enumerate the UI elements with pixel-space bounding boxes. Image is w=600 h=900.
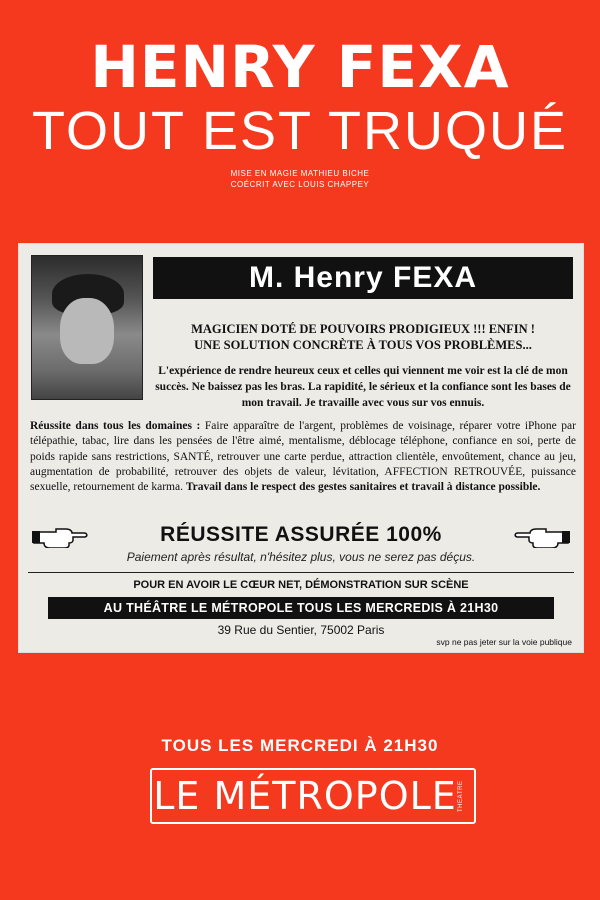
payment-note: Paiement après résultat, n'hésitez plus, vous ne serez pas déçus. xyxy=(126,550,476,564)
litter-notice: svp ne pas jeter sur la voie publique xyxy=(436,637,572,647)
schedule: TOUS LES MERCREDI À 21H30 xyxy=(161,736,439,755)
flyer xyxy=(18,243,584,653)
services-tail: Travail dans le respect des gestes sanitaires et travail à distance possible. xyxy=(185,481,541,494)
services-paragraph xyxy=(30,419,576,495)
show-artist-title: HENRY FEXA xyxy=(90,33,510,101)
venue-logo-name: LE MÉTROPOLE xyxy=(153,774,457,818)
venue-logo-tag: THÉÂTRE xyxy=(458,780,464,812)
divider xyxy=(28,572,574,573)
theatre-banner: AU THÉÂTRE LE MÉTROPOLE TOUS LES MERCREDIS À 21H30 xyxy=(48,597,554,619)
address: 39 Rue du Sentier, 75002 Paris xyxy=(217,623,385,637)
credits xyxy=(0,168,600,190)
show-subtitle: TOUT EST TRUQUÉ xyxy=(31,101,569,161)
services-list: Faire apparaître de l'argent, problèmes de voisinage, réparer votre iPhone par télépathie, tabac, lire dans les pensées de l'être aimé, mentalisme, déblocage téléphone, confiance en soi, perte de poids rapide sans restrictions, SANTÉ, retrouver une carte perdue, attraction clientèle, envoûtement, chance au jeu, augmentation de probabilité, retrouver des objets de valeur, lévitation, AFFECTION RETROUVÉE, puissance sexuelle, retournement de karma. xyxy=(30,420,576,494)
credit-direction: MISE EN MAGIE MATHIEU BICHE xyxy=(230,169,370,178)
headline-line-2: UNE SOLUTION CONCRÈTE À TOUS VOS PROBLÈMES... xyxy=(194,338,532,352)
portrait-photo xyxy=(31,255,143,400)
demo-line: POUR EN AVOIR LE CŒUR NET, DÉMONSTRATION SUR SCÈNE xyxy=(133,579,469,591)
portrait-face xyxy=(60,298,114,364)
headline-line-1: MAGICIEN DOTÉ DE POUVOIRS PRODIGIEUX !!! ENFIN ! xyxy=(191,322,535,336)
services-lead: Réussite dans tous les domaines : xyxy=(30,420,201,432)
flyer-headline xyxy=(153,321,573,353)
success-guarantee: RÉUSSITE ASSURÉE 100% xyxy=(160,523,442,546)
pointing-hand-icon xyxy=(512,526,570,548)
name-banner: M. Henry FEXA xyxy=(153,257,573,299)
venue-logo xyxy=(150,768,476,824)
intro-paragraph: L'expérience de rendre heureux ceux et celles qui viennent me voir est la clé de mon succès. Ne baissez pas les bras. La rapidité, le sérieux et la confiance sont les bases de mon travail. Je travaille avec vous sur vos ennuis. xyxy=(155,365,571,409)
credit-cowriter: COÉCRIT AVEC LOUIS CHAPPEY xyxy=(230,180,370,189)
